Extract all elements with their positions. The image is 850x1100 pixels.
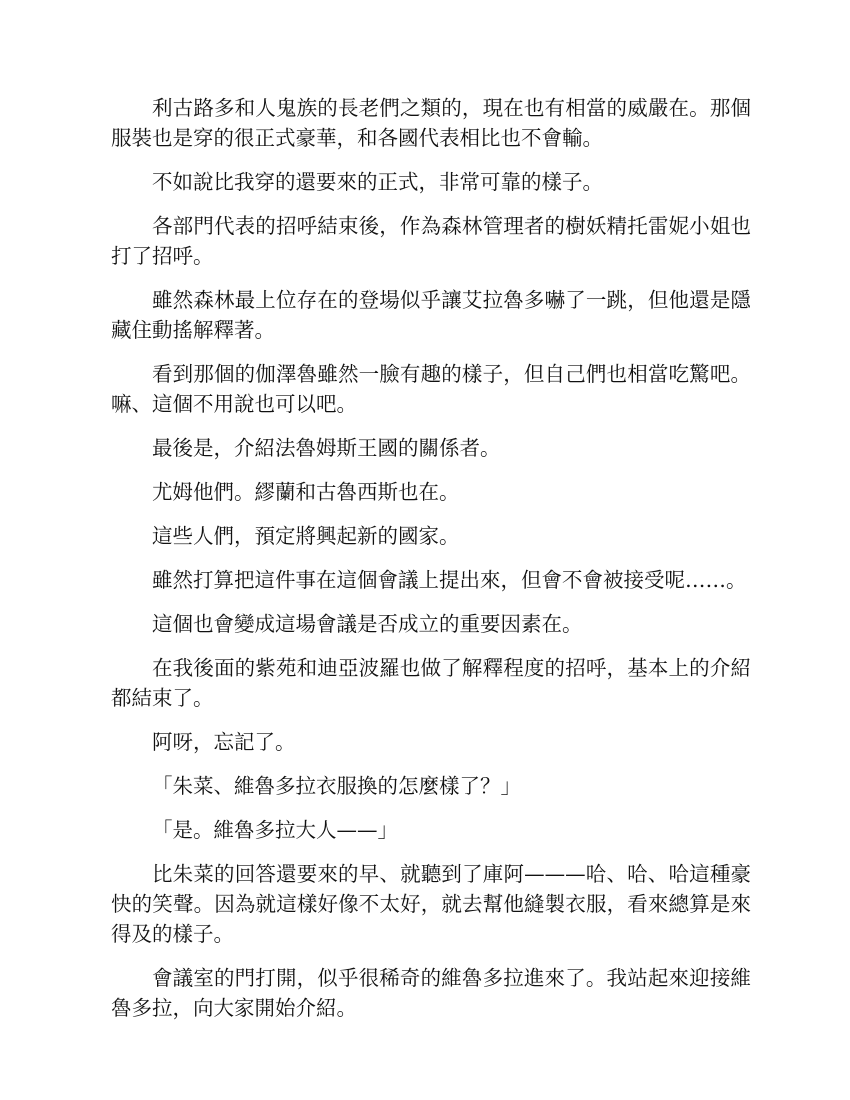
paragraph-1: 利古路多和人鬼族的長老們之類的，現在也有相當的威嚴在。那個服裝也是穿的很正式豪華，和各國代表相比也不會輸。 <box>111 96 751 150</box>
paragraph-13: 「朱菜、維魯多拉衣服換的怎麼樣了？」 <box>152 774 521 798</box>
paragraph-3: 各部門代表的招呼結束後，作為森林管理者的樹妖精托雷妮小姐也打了招呼。 <box>111 214 751 268</box>
paragraph-9: 雖然打算把這件事在這個會議上提出來，但會不會被接受呢……。 <box>152 568 747 592</box>
text-body <box>111 93 751 1037</box>
paragraph-4: 雖然森林最上位存在的登場似乎讓艾拉魯多嚇了一跳，但他還是隱藏住動搖解釋著。 <box>111 288 751 342</box>
paragraph-16: 會議室的門打開，似乎很稀奇的維魯多拉進來了。我站起來迎接維魯多拉，向大家開始介紹。 <box>111 966 751 1020</box>
paragraph-10: 這個也會變成這場會議是否成立的重要因素在。 <box>152 612 583 636</box>
paragraph-14: 「是。維魯多拉大人——」 <box>152 818 398 842</box>
paragraph-6: 最後是，介紹法魯姆斯王國的關係者。 <box>152 436 501 460</box>
paragraph-2: 不如說比我穿的還要來的正式，非常可靠的樣子。 <box>152 170 603 194</box>
paragraph-11: 在我後面的紫苑和迪亞波羅也做了解釋程度的招呼，基本上的介紹都結束了。 <box>111 656 751 710</box>
paragraph-5: 看到那個的伽澤魯雖然一臉有趣的樣子，但自己們也相當吃驚吧。嘛、這個不用說也可以吧。 <box>111 362 751 416</box>
paragraph-12: 阿呀，忘記了。 <box>152 730 296 754</box>
paragraph-8: 這些人們，預定將興起新的國家。 <box>152 524 460 548</box>
paragraph-15: 比朱菜的回答還要來的早、就聽到了庫阿———哈、哈、哈這種豪快的笑聲。因為就這樣好像不太好，就去幫他縫製衣服，看來總算是來得及的樣子。 <box>111 862 751 946</box>
paragraph-7: 尤姆他們。繆蘭和古魯西斯也在。 <box>152 480 460 504</box>
